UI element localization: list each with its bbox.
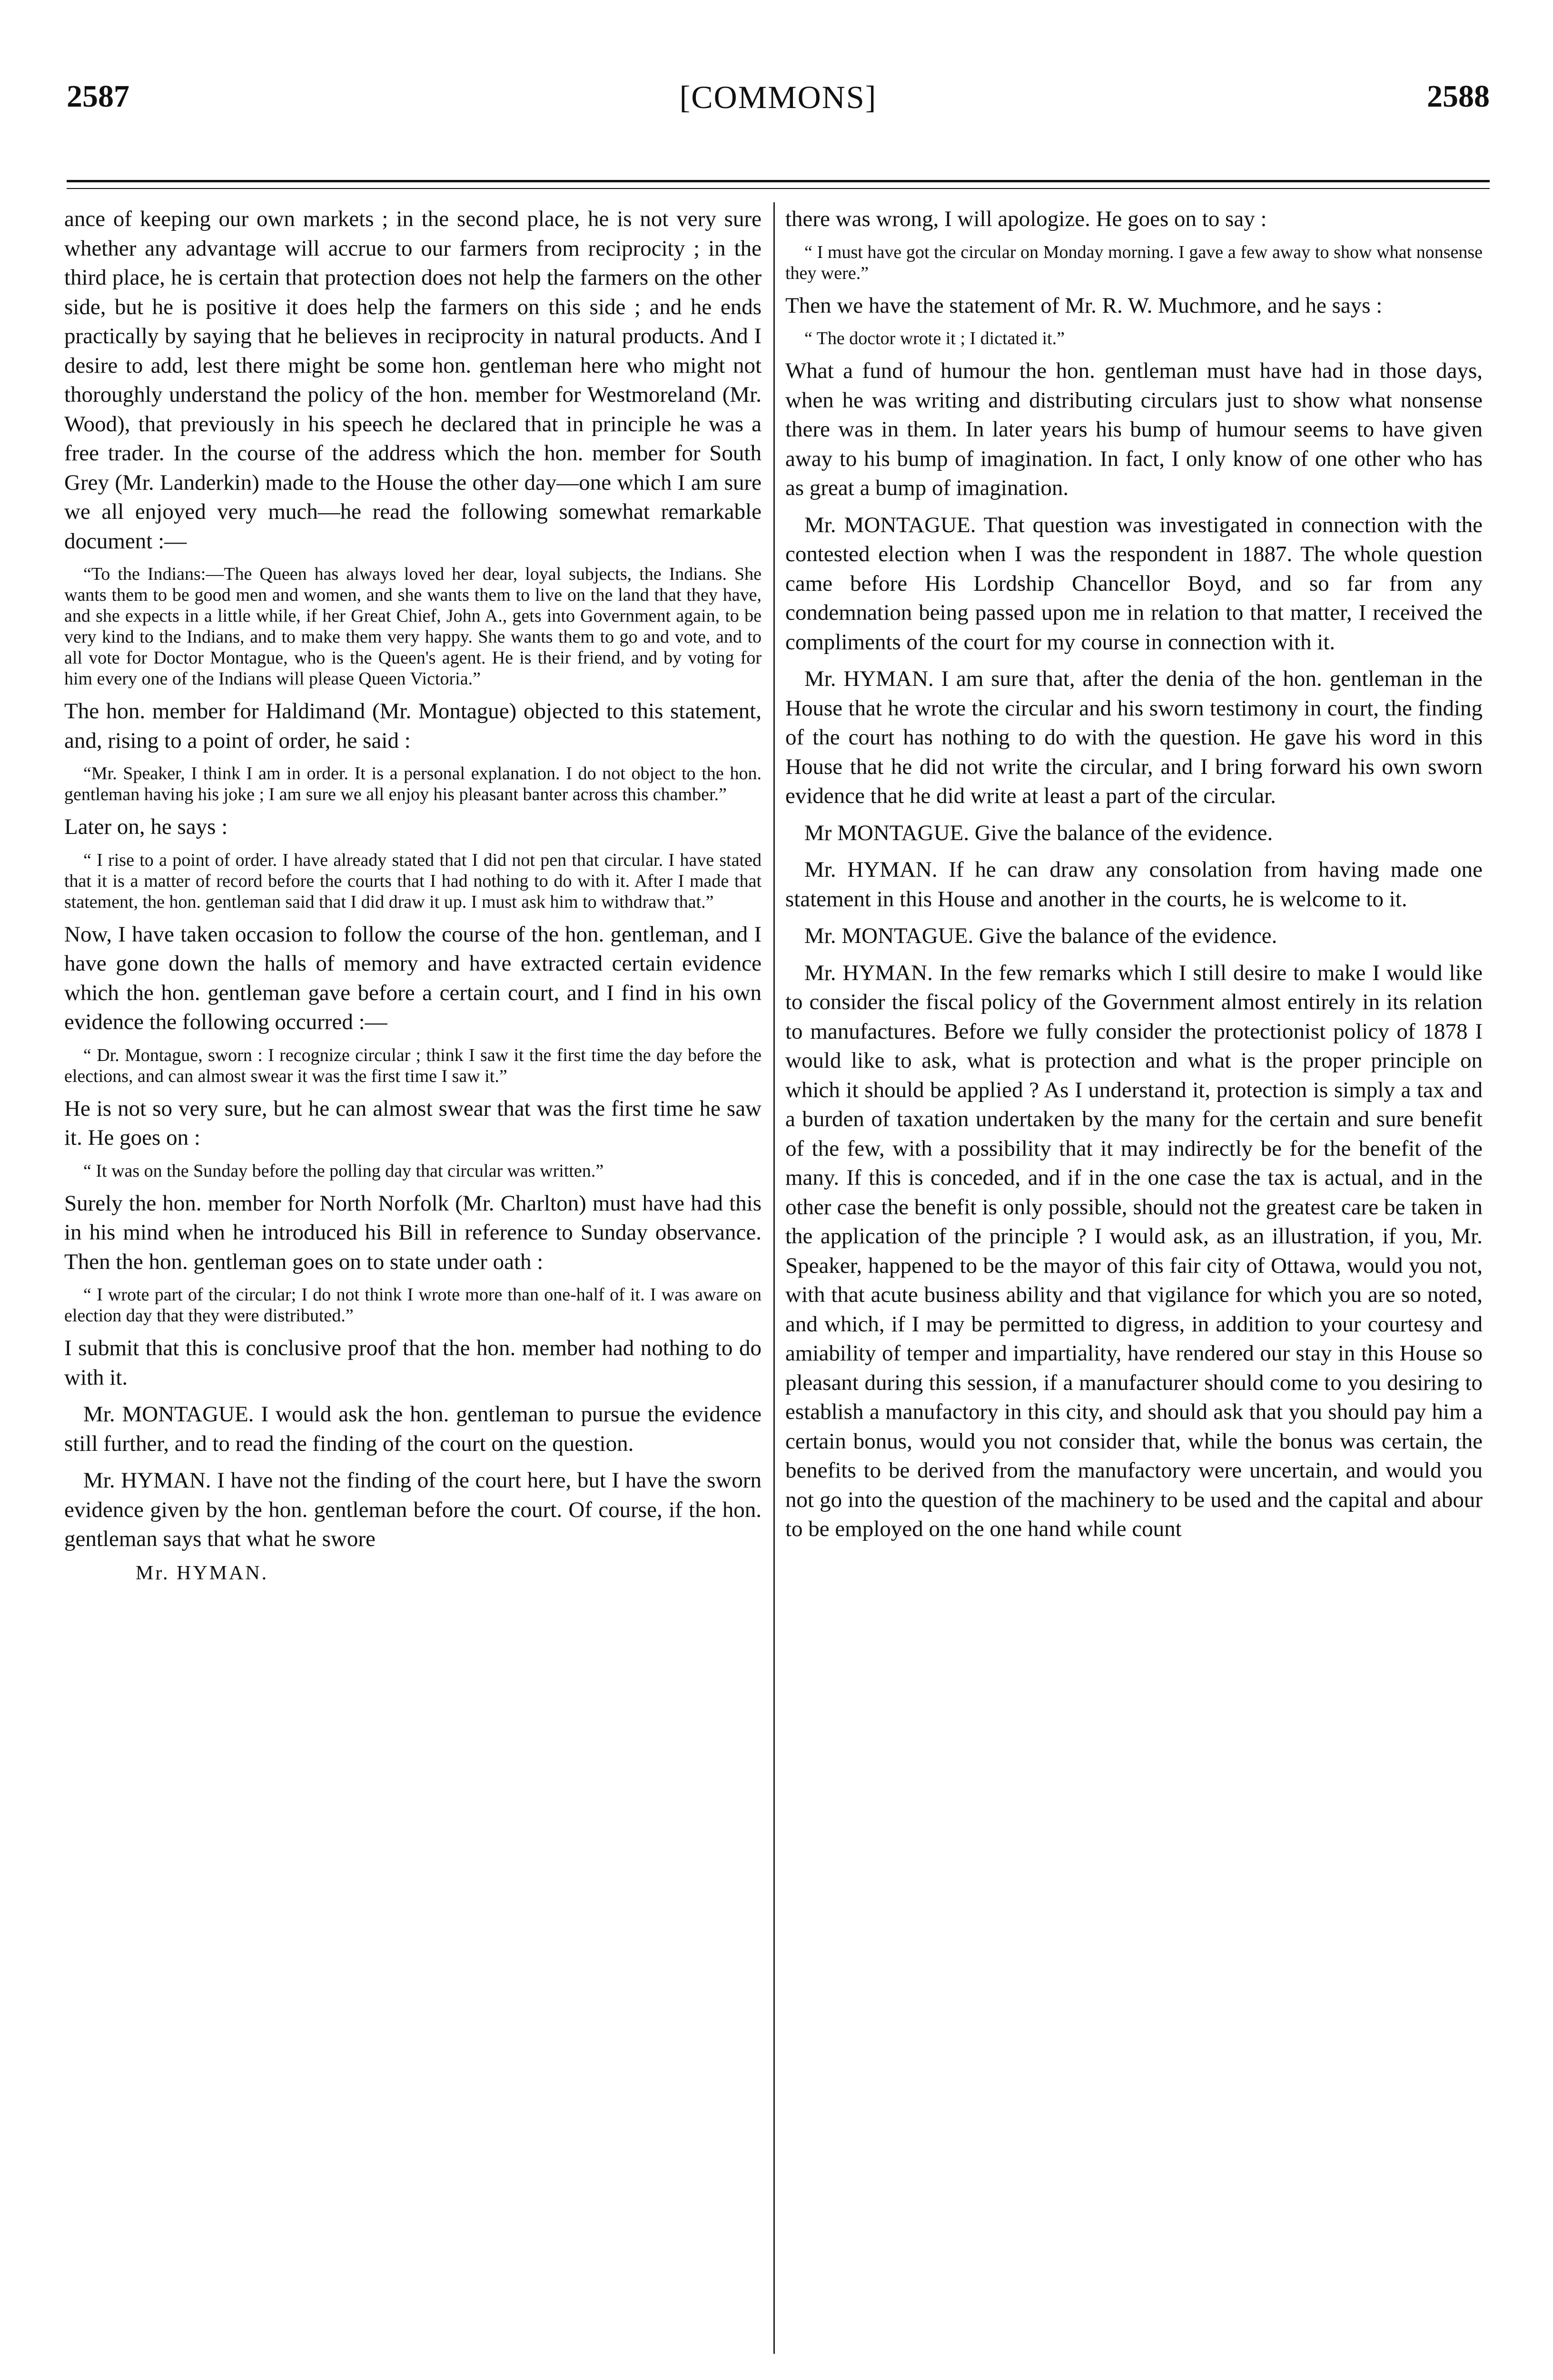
- body-paragraph: Mr. MONTAGUE. That question was investigated in connection with the contested election when I was the respondent in 1887. The whole question came before His Lordship Chancellor Boyd, and so far from any condemnation being passed upon me in relation to that matter, I received the compliments of the court for my course in connection with it.: [785, 512, 1483, 654]
- body-paragraph: I submit that this is conclusive proof that the hon. member had nothing to do with it.: [64, 1336, 762, 1390]
- quoted-passage: “ I rise to a point of order. I have already stated that I did not pen that circular. I have stated that it is a matter of record before the courts that I had nothing to do with it. After I made that statement, the hon. gentleman said that I did draw it up. I must ask him to withdraw that.”: [64, 850, 762, 912]
- page-header: [67, 79, 1490, 136]
- column-divider: [773, 202, 775, 2354]
- body-paragraph: The hon. member for Haldimand (Mr. Montague) objected to this statement, and, rising to a point of order, he said :: [64, 699, 762, 753]
- body-paragraph: Surely the hon. member for North Norfolk (Mr. Charlton) must have had this in his mind when he introduced his Bill in reference to Sunday observance. Then the hon. gentleman goes on to state under oath :: [64, 1190, 762, 1274]
- body-paragraph: What a fund of humour the hon. gentleman must have had in those days, when he was writing and distributing circulars just to show what nonsense there was in them. In later years his bump of humour seems to have given away to his bump of imagination. In fact, I only know of one other who has as great a bump of imagination.: [785, 358, 1483, 500]
- body-paragraph: Later on, he says :: [64, 814, 228, 839]
- body-paragraph: Mr MONTAGUE. Give the balance of the evidence.: [804, 820, 1273, 845]
- body-paragraph: Then we have the statement of Mr. R. W. Muchmore, and he says :: [785, 293, 1383, 318]
- body-paragraph: Mr. HYMAN. I am sure that, after the denia of the hon. gentleman in the House that he wrote the circular and his sworn testimony in court, the finding of the court has nothing to do with the question. He gave his word in this House that he did not write the circular, and I bring forward his own sworn evidence that he did write at least a part of the circular.: [785, 666, 1483, 808]
- body-paragraph: Mr. HYMAN. In the few remarks which I still desire to make I would like to consider the fiscal policy of the Government almost entirely in its relation to manufactures. Before we fully consider the protectionist policy of 1878 I would like to ask, what is protection and what is the proper principle on which it should be applied ? As I understand it, protection is simply a tax and a burden of taxation undertaken by the many for the certain and sure benefit of the few, with a possibility that it may indirectly be for the benefit of the many. If this is conceded, and if in the one case the tax is actual, and in the other case the benefit is only possible, should not the greatest care be taken in the application of the principle ? I would ask, as an illustration, if you, Mr. Speaker, happened to be the mayor of this fair city of Ottawa, would you not, with that acute business ability and that vigilance for which you are so noted, and which, if I may be permitted to digress, in addition to your courtesy and amiability of temper and impartiality, have rendered our stay in this House so pleasant during this session, if a manufacturer should come to you desiring to establish a manufactory in this city, and should ask that you should pay him a certain bonus, would you not consider that, while the bonus was certain, the benefits to be derived from the manufactory were uncertain, and would you not go into the question of the machinery to be used and the capital and abour to be employed on the one hand while count: [785, 960, 1483, 1541]
- body-paragraph: ance of keeping our own markets ; in the second place, he is not very sure whether any advantage will accrue to our farmers from reciprocity ; in the third place, he is certain that protection does not help the farmers on the other side, but he is positive it does help the farmers on this side ; and he ends practically by saying that he believes in reciprocity in natural products. And I desire to add, lest there might be some hon. gentleman here who might not thoroughly understand the policy of the hon. member for Westmoreland (Mr. Wood), that previously in his speech he declared that in principle he was a free trader. In the course of the address which the hon. member for South Grey (Mr. Landerkin) made to the House the other day—one which I am sure we all enjoyed very much—he read the following somewhat remarkable document :—: [64, 207, 762, 554]
- right-column: [785, 205, 1483, 1552]
- page-number-right: 2588: [1427, 79, 1490, 114]
- body-paragraph: Mr. HYMAN. I have not the finding of the court here, but I have the sworn evidence given by the hon. gentleman before the court. Of course, if the hon. gentleman says that what he swore: [64, 1468, 762, 1551]
- quoted-passage: “ I must have got the circular on Monday morning. I gave a few away to show what nonsense they were.”: [785, 242, 1483, 283]
- body-paragraph: Mr. HYMAN. If he can draw any consolation from having made one statement in this House and another in the courts, he is welcome to it.: [785, 857, 1483, 912]
- quoted-passage: “ Dr. Montague, sworn : I recognize circular ; think I saw it the first time the day before the elections, and can almost swear it was the first time I saw it.”: [64, 1045, 762, 1086]
- header-rule-thick: [67, 180, 1490, 182]
- quoted-passage: “ The doctor wrote it ; I dictated it.”: [804, 328, 1065, 348]
- body-paragraph: Now, I have taken occasion to follow the course of the hon. gentleman, and I have gone down the halls of memory and have extracted certain evidence which the hon. gentleman gave before a certain court, and I find in his own evidence the following occurred :—: [64, 922, 762, 1034]
- quoted-passage: “To the Indians:—The Queen has always loved her dear, loyal subjects, the Indians. She wants them to be good men and women, and she wants them to live on the land that they have, and she expects in a little while, if her Great Chief, John A., gets into Government again, to be very kind to the Indians, and to make them very happy. She wants them to go and vote, and to all vote for Doctor Montague, who is the Queen's agent. He is their friend, and by voting for him every one of the Indians will please Queen Victoria.”: [64, 564, 762, 689]
- body-paragraph: He is not so very sure, but he can almost swear that was the first time he saw it. He goes on :: [64, 1096, 762, 1150]
- page-number-left: 2587: [67, 79, 129, 114]
- left-column: [64, 205, 762, 1585]
- body-paragraph: Mr. MONTAGUE. Give the balance of the evidence.: [804, 923, 1277, 948]
- quoted-passage: “Mr. Speaker, I think I am in order. It is a personal explanation. I do not object to the hon. gentleman having his joke ; I am sure we all enjoy his pleasant banter across this chamber.”: [64, 764, 762, 804]
- body-paragraph: there was wrong, I will apologize. He goes on to say :: [785, 207, 1267, 231]
- quoted-passage: “ I wrote part of the circular; I do not think I wrote more than one-half of it. I was aware on election day that they were distributed.”: [64, 1285, 762, 1326]
- header-rule-thin: [67, 188, 1490, 189]
- speaker-running-name: Mr. HYMAN.: [136, 1562, 269, 1584]
- quoted-passage: “ It was on the Sunday before the polling day that circular was written.”: [83, 1160, 604, 1181]
- running-head: [COMMONS]: [679, 79, 877, 115]
- body-paragraph: Mr. MONTAGUE. I would ask the hon. gentleman to pursue the evidence still further, and to read the finding of the court on the question.: [64, 1402, 762, 1456]
